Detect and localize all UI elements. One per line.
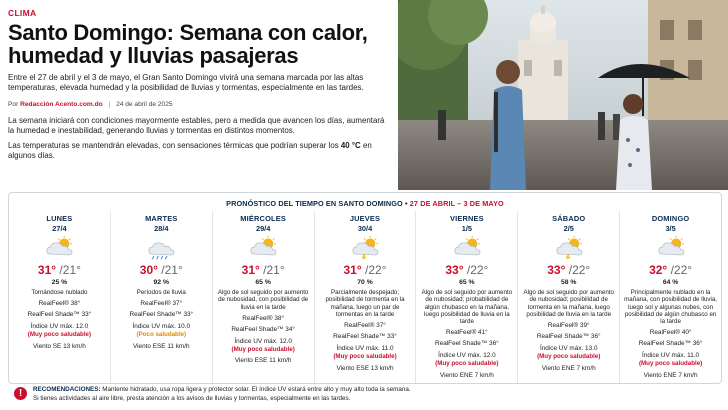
hero-photo [398,0,728,190]
realfeel: RealFeel® 38° [242,314,285,322]
day-column [213,211,315,383]
temp-min: 21° [266,263,285,277]
uv-note: (Muy poco saludable) [27,331,92,339]
temp-max: 31° [343,263,362,277]
temp-separator: / [161,263,165,277]
warning-icon: ! [14,387,27,400]
temp-min: 22° [572,263,591,277]
uv-note: (Poco saludable) [136,331,187,339]
temp-separator: / [466,263,471,277]
weather-description: Algo de sol seguido por aumento de nubosidad; probabilidad de algún chubasco en la mañana, luego posibilidad de lluvia en la tarde [421,289,513,326]
storm-sun-icon [345,235,385,261]
temperature-range [620,263,721,277]
temp-max: 32° [649,263,668,277]
recommendations-label: RECOMENDACIONES: [33,386,101,393]
street-scene-illustration [398,0,728,190]
temp-separator: / [670,263,674,277]
author-link[interactable]: Redacción Acento.com.do [20,100,103,108]
realfeel-shade: RealFeel Shade™ 33° [333,333,397,341]
temperature-range [111,263,212,277]
day-column [9,211,111,383]
realfeel-shade: RealFeel Shade™ 33° [27,311,92,319]
weather-description: Parcialmente despejado; posibilidad de tormenta en la mañana, luego un par de tormentas en la tarde [325,289,405,318]
uv-note: (Muy poco saludable) [435,360,499,368]
forecast-days [9,211,721,383]
realfeel-shade: RealFeel Shade™ 36° [638,340,703,348]
temperature-range [416,263,517,277]
weather-description: Tornándose nublado [31,289,88,296]
forecast-title-bullet: • [404,199,408,208]
day-date: 2/5 [563,224,574,233]
day-date: 3/5 [665,224,676,233]
wind: Viento ENE 7 km/h [439,371,494,379]
temp-max: 31° [37,263,57,277]
realfeel: RealFeel® 39° [547,322,590,330]
rain-probability: 65 % [459,279,475,286]
uv-index: Índice UV máx. 11.0 [336,345,394,353]
day-column [111,211,213,383]
rain-probability: 65 % [255,279,271,286]
wind: Viento ESE 11 km/h [234,357,292,365]
day-column [416,211,518,383]
wind: Viento SE 13 km/h [33,342,86,350]
realfeel-shade: RealFeel Shade™ 34° [231,325,295,333]
day-column [518,211,620,383]
recommendations-line-2: Si tienes actividades al aire libre, presta atención a los avisos de lluvias y tormentas, especialmente en las tardes. [33,394,351,402]
weather-description: Algo de sol seguido por aumento de nubosidad; posibilidad de tormenta en la mañana, luego posibilidad de lluvia en la tarde [523,289,614,318]
temp-separator: / [59,263,63,277]
wind: Viento ESE 13 km/h [336,364,394,372]
temp-min: 22° [673,263,693,277]
body-paragraph-1: La semana iniciará con condiciones mayormente estables, pero a medida que avancen los días, aumentará la humedad e inestabilidad, generando lluvias y tormentas en distintos momentos. [8,115,385,135]
weather-description: Algo de sol seguido por aumento de nubosidad, con posibilidad de lluvia en la tarde [217,289,309,311]
realfeel-shade: RealFeel Shade™ 36° [536,333,601,341]
rain-cloud-icon [141,235,181,261]
wind: Viento ESE 11 km/h [132,342,190,350]
day-name: JUEVES [349,214,381,223]
day-name: VIERNES [449,214,484,223]
day-date: 1/5 [461,224,472,233]
day-column [315,211,417,383]
temp-max: 33° [445,263,464,277]
recommendations-bar [8,386,722,408]
realfeel-shade: RealFeel Shade™ 33° [129,311,194,319]
temp-max: 31° [241,263,260,277]
day-name: DOMINGO [651,214,690,223]
rain-probability: 64 % [662,279,679,286]
rain-probability: 25 % [51,279,68,286]
sun-cloud-icon [651,235,691,261]
forecast-date-range: 27 DE ABRIL – 3 DE MAYO [409,199,504,208]
temp-min: 21° [164,263,183,277]
publish-date: 24 de abril de 2025 [116,100,173,108]
rain-probability: 58 % [560,279,577,286]
day-name: MARTES [145,214,178,223]
byline-prefix: Por [8,100,19,108]
uv-index: Índice UV máx. 12.0 [30,323,89,331]
rain-probability: 70 % [357,279,373,286]
day-date: 27/4 [52,224,67,233]
realfeel-shade: RealFeel Shade™ 36° [435,340,499,348]
storm-sun-icon [549,235,589,261]
temperature-range [518,263,619,277]
temp-separator: / [365,263,369,277]
para2-bold: 40 °C [340,141,361,151]
para2-end: en algunos días. [8,141,372,161]
headline: Santo Domingo: Semana con calor, humedad y lluvias pasajeras [8,20,368,68]
temp-max: 30° [139,263,158,277]
lead-paragraph: Entre el 27 de abril y el 3 de mayo, el Gran Santo Domingo vivirá una semana marcada por las altas temperaturas, elevada humedad y la posibilidad de lluvias y tormentas, especialmente en las tardes. [8,73,364,93]
day-date: 28/4 [154,224,169,233]
temp-separator: / [568,263,573,277]
forecast-title-main: PRONÓSTICO DEL TIEMPO EN SANTO DOMINGO [226,199,403,208]
temp-max: 33° [547,263,566,277]
uv-note: (Muy poco saludable) [333,353,397,361]
temp-min: 22° [368,263,387,277]
sun-cloud-icon [39,235,79,261]
temp-min: 22° [470,263,489,277]
forecast-title [9,199,721,208]
realfeel: RealFeel® 38° [38,300,81,308]
uv-index: Índice UV máx. 12.0 [234,337,292,345]
wind: Viento ENE 7 km/h [643,371,698,379]
day-name: MIÉRCOLES [240,214,287,223]
temperature-range [9,263,110,277]
uv-note: (Muy poco saludable) [231,345,295,353]
realfeel: RealFeel® 37° [140,300,183,308]
day-name: LUNES [46,214,73,223]
uv-index: Índice UV máx. 12.0 [438,352,496,360]
uv-index: Índice UV máx. 11.0 [642,352,700,360]
day-name: SÁBADO [552,214,586,223]
uv-index: Índice UV máx. 10.0 [132,323,191,331]
day-date: 29/4 [255,224,271,233]
byline-separator: | [108,100,111,108]
uv-note: (Muy poco saludable) [638,360,703,368]
rain-probability: 92 % [153,279,170,286]
uv-note: (Muy poco saludable) [537,353,601,361]
temperature-range [213,263,314,277]
temp-separator: / [263,263,267,277]
section-kicker[interactable]: CLIMA [8,8,37,18]
sun-cloud-icon [243,235,283,261]
recommendations-text [33,386,411,403]
uv-index: Índice UV máx. 13.0 [539,345,598,353]
weather-description: Principalmente nublado en la mañana, con posibilidad de lluvia, luego sol y algunas nubes, con posibilidad de algún chubasco en la tarde [624,289,718,326]
wind: Viento ENE 7 km/h [541,364,596,372]
body-paragraph-2 [8,141,392,162]
realfeel: RealFeel® 41° [446,329,488,337]
recommendations-line-1: Mantente hidratado, usa ropa ligera y protector solar. El índice UV estará entre alto y muy alto toda la semana. [102,386,411,393]
para2-text: Las temperaturas se mantendrán elevadas, con sensaciones térmicas que podrían superar los [8,141,339,151]
weather-description: Períodos de lluvia [136,289,186,296]
temp-min: 21° [62,263,81,277]
sun-cloud-icon [447,235,487,261]
day-column [620,211,721,383]
forecast-panel [8,192,722,384]
article-header [0,0,400,190]
realfeel: RealFeel® 37° [344,322,386,330]
day-date: 30/4 [357,224,373,233]
realfeel: RealFeel® 40° [649,329,692,337]
temperature-range [315,263,416,277]
byline [8,101,392,108]
